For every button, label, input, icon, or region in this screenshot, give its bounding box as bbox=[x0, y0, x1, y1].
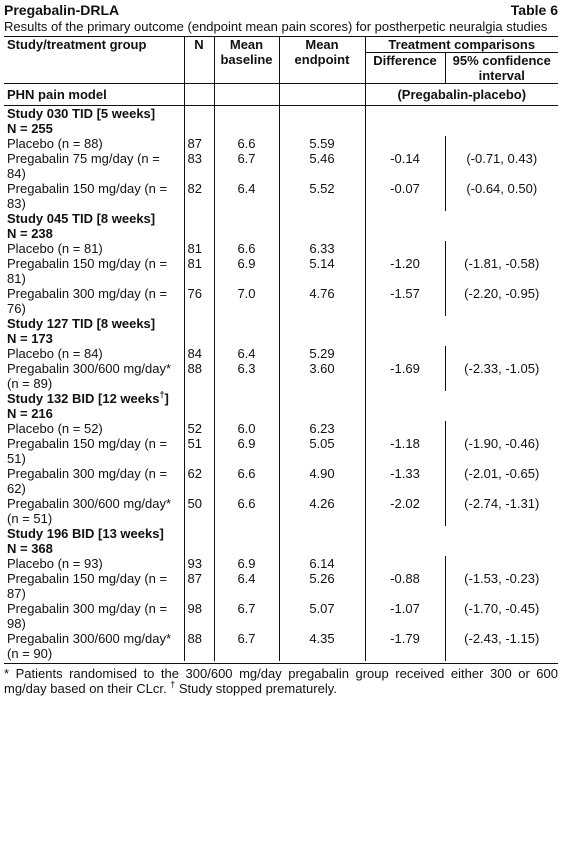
cell-n: 88 bbox=[184, 631, 214, 661]
table-label: Table 6 bbox=[510, 2, 558, 18]
cell-group: Pregabalin 150 mg/day (n = 51) bbox=[4, 436, 184, 466]
study-n: N = 238 bbox=[7, 226, 53, 241]
cell-endpoint: 6.14 bbox=[279, 556, 365, 571]
cell-n: 88 bbox=[184, 361, 214, 391]
cell-baseline: 6.7 bbox=[214, 601, 279, 631]
section-row bbox=[4, 84, 558, 106]
cell-difference: -0.14 bbox=[365, 151, 445, 181]
cell-ci: (-1.90, -0.46) bbox=[464, 436, 540, 451]
cell-endpoint: 5.07 bbox=[279, 601, 365, 631]
cell-difference: -2.02 bbox=[365, 496, 445, 526]
study-title bbox=[4, 106, 184, 137]
table-row bbox=[4, 346, 558, 361]
footnote-dagger: Study stopped prematurely. bbox=[175, 681, 337, 696]
cell-difference: -0.07 bbox=[365, 181, 445, 211]
cell-endpoint: 4.35 bbox=[279, 631, 365, 661]
cell-ci bbox=[445, 136, 558, 151]
cell-baseline: 6.9 bbox=[214, 256, 279, 286]
study-n: N = 173 bbox=[7, 331, 53, 346]
cell-difference: -1.69 bbox=[365, 361, 445, 391]
col-header-endpoint: Mean endpoint bbox=[279, 37, 365, 84]
cell-baseline: 6.7 bbox=[214, 631, 279, 661]
cell-n: 87 bbox=[184, 571, 214, 601]
cell-baseline: 6.6 bbox=[214, 241, 279, 256]
table-head bbox=[4, 37, 558, 84]
cell-baseline: 6.6 bbox=[214, 136, 279, 151]
study-title-end: ] bbox=[164, 391, 169, 406]
col-header-baseline: Mean baseline bbox=[214, 37, 279, 84]
study-title-text: Study 045 TID [8 weeks] bbox=[7, 211, 156, 226]
cell-group: Pregabalin 300 mg/day (n = 98) bbox=[4, 601, 184, 631]
cell-difference: -1.79 bbox=[365, 631, 445, 661]
cell-baseline: 6.0 bbox=[214, 421, 279, 436]
cell-baseline: 6.4 bbox=[214, 346, 279, 361]
document-title: Pregabalin-DRLA bbox=[4, 2, 120, 18]
cell-n: 83 bbox=[184, 151, 214, 181]
cell-endpoint: 6.33 bbox=[279, 241, 365, 256]
cell-n: 62 bbox=[184, 466, 214, 496]
cell-endpoint: 3.60 bbox=[279, 361, 365, 391]
cell-group: Pregabalin 150 mg/day (n = 81) bbox=[4, 256, 184, 286]
study-title bbox=[4, 316, 184, 346]
table-row bbox=[4, 136, 558, 151]
study-title bbox=[4, 211, 184, 241]
table-row bbox=[4, 181, 558, 211]
table-row bbox=[4, 571, 558, 601]
section-comparison: (Pregabalin-placebo) bbox=[365, 84, 558, 106]
cell-baseline: 6.6 bbox=[214, 466, 279, 496]
study-header-row bbox=[4, 106, 558, 137]
study-title-text: Study 196 BID [13 weeks] bbox=[7, 526, 164, 541]
study-header-row bbox=[4, 391, 558, 421]
cell-group: Pregabalin 300 mg/day (n = 76) bbox=[4, 286, 184, 316]
footnote-star: * Patients randomised to the 300/600 mg/day pregabalin group received either 300 or 600 mg/day based on their CLcr. bbox=[4, 666, 558, 696]
cell-difference: -1.33 bbox=[365, 466, 445, 496]
cell-group: Placebo (n = 88) bbox=[4, 136, 184, 151]
study-n: N = 255 bbox=[7, 121, 53, 136]
col-header-difference: Difference bbox=[365, 53, 445, 84]
cell-group: Pregabalin 150 mg/day (n = 87) bbox=[4, 571, 184, 601]
cell-ci: (-2.43, -1.15) bbox=[464, 631, 540, 646]
cell-difference bbox=[365, 346, 445, 361]
cell-difference: -1.57 bbox=[365, 286, 445, 316]
cell-endpoint: 5.05 bbox=[279, 436, 365, 466]
cell-ci bbox=[445, 556, 558, 571]
cell-group: Pregabalin 300/600 mg/day* (n = 89) bbox=[4, 361, 184, 391]
cell-difference bbox=[365, 421, 445, 436]
cell-ci bbox=[445, 346, 558, 361]
cell-n: 51 bbox=[184, 436, 214, 466]
cell-group: Placebo (n = 84) bbox=[4, 346, 184, 361]
study-n: N = 368 bbox=[7, 541, 53, 556]
cell-group: Pregabalin 300 mg/day (n = 62) bbox=[4, 466, 184, 496]
cell-difference: -1.07 bbox=[365, 601, 445, 631]
cell-group: Pregabalin 150 mg/day (n = 83) bbox=[4, 181, 184, 211]
table-row bbox=[4, 151, 558, 181]
cell-baseline: 6.4 bbox=[214, 571, 279, 601]
cell-group: Placebo (n = 81) bbox=[4, 241, 184, 256]
cell-n: 81 bbox=[184, 256, 214, 286]
cell-ci: (-2.74, -1.31) bbox=[464, 496, 540, 511]
study-title-text: Study 030 TID [5 weeks] bbox=[7, 106, 156, 121]
table-body bbox=[4, 84, 558, 662]
study-title bbox=[4, 391, 184, 421]
cell-endpoint: 6.23 bbox=[279, 421, 365, 436]
cell-baseline: 6.9 bbox=[214, 556, 279, 571]
cell-baseline: 6.3 bbox=[214, 361, 279, 391]
table-row bbox=[4, 496, 558, 526]
cell-baseline: 6.4 bbox=[214, 181, 279, 211]
table-row bbox=[4, 421, 558, 436]
cell-n: 82 bbox=[184, 181, 214, 211]
table-row bbox=[4, 286, 558, 316]
cell-endpoint: 4.90 bbox=[279, 466, 365, 496]
cell-group: Pregabalin 75 mg/day (n = 84) bbox=[4, 151, 184, 181]
cell-ci: (-1.70, -0.45) bbox=[464, 601, 540, 616]
study-header-row bbox=[4, 316, 558, 346]
table-row bbox=[4, 631, 558, 661]
study-n: N = 216 bbox=[7, 406, 53, 421]
table-row bbox=[4, 256, 558, 286]
cell-n: 84 bbox=[184, 346, 214, 361]
col-header-group: Study/treatment group bbox=[4, 37, 184, 84]
cell-ci: (-2.20, -0.95) bbox=[464, 286, 540, 301]
cell-ci: (-2.01, -0.65) bbox=[464, 466, 540, 481]
cell-ci: (-1.53, -0.23) bbox=[464, 571, 540, 586]
table-row bbox=[4, 436, 558, 466]
cell-n: 52 bbox=[184, 421, 214, 436]
cell-difference: -0.88 bbox=[365, 571, 445, 601]
table-row bbox=[4, 361, 558, 391]
study-header-row bbox=[4, 211, 558, 241]
cell-endpoint: 5.46 bbox=[279, 151, 365, 181]
cell-difference: -1.20 bbox=[365, 256, 445, 286]
cell-difference bbox=[365, 136, 445, 151]
table-row bbox=[4, 601, 558, 631]
cell-difference bbox=[365, 241, 445, 256]
study-header-row bbox=[4, 526, 558, 556]
table-caption: Results of the primary outcome (endpoint mean pain scores) for postherpetic neuralgia studies bbox=[4, 19, 548, 34]
cell-ci: (-1.81, -0.58) bbox=[464, 256, 540, 271]
cell-endpoint: 5.52 bbox=[279, 181, 365, 211]
cell-group: Pregabalin 300/600 mg/day* (n = 90) bbox=[4, 631, 184, 661]
cell-group: Pregabalin 300/600 mg/day* (n = 51) bbox=[4, 496, 184, 526]
footnote-dagger-mark: † bbox=[170, 679, 176, 690]
table-row bbox=[4, 241, 558, 256]
study-title bbox=[4, 526, 184, 556]
col-header-ci: 95% confidence interval bbox=[445, 53, 558, 84]
cell-n: 87 bbox=[184, 136, 214, 151]
cell-endpoint: 4.76 bbox=[279, 286, 365, 316]
cell-n: 76 bbox=[184, 286, 214, 316]
cell-endpoint: 5.29 bbox=[279, 346, 365, 361]
results-table bbox=[4, 36, 558, 661]
cell-baseline: 6.9 bbox=[214, 436, 279, 466]
cell-baseline: 6.7 bbox=[214, 151, 279, 181]
cell-endpoint: 5.14 bbox=[279, 256, 365, 286]
cell-ci: (-0.71, 0.43) bbox=[466, 151, 538, 166]
col-header-n: N bbox=[184, 37, 214, 84]
cell-baseline: 6.6 bbox=[214, 496, 279, 526]
section-label: PHN pain model bbox=[4, 84, 184, 106]
table-row bbox=[4, 466, 558, 496]
study-title-text: Study 132 BID [12 weeks bbox=[7, 391, 160, 406]
cell-endpoint: 5.59 bbox=[279, 136, 365, 151]
table-row bbox=[4, 556, 558, 571]
cell-ci: (-2.33, -1.05) bbox=[464, 361, 540, 376]
col-header-comparisons: Treatment comparisons bbox=[365, 37, 558, 53]
cell-endpoint: 5.26 bbox=[279, 571, 365, 601]
cell-ci bbox=[445, 421, 558, 436]
cell-group: Placebo (n = 52) bbox=[4, 421, 184, 436]
cell-difference: -1.18 bbox=[365, 436, 445, 466]
cell-n: 50 bbox=[184, 496, 214, 526]
cell-n: 81 bbox=[184, 241, 214, 256]
cell-baseline: 7.0 bbox=[214, 286, 279, 316]
cell-difference bbox=[365, 556, 445, 571]
study-title-dagger: † bbox=[159, 389, 165, 400]
cell-endpoint: 4.26 bbox=[279, 496, 365, 526]
cell-n: 98 bbox=[184, 601, 214, 631]
table-header bbox=[4, 2, 558, 18]
table-footnote bbox=[4, 663, 558, 696]
study-title-text: Study 127 TID [8 weeks] bbox=[7, 316, 156, 331]
cell-ci: (-0.64, 0.50) bbox=[466, 181, 538, 196]
cell-n: 93 bbox=[184, 556, 214, 571]
cell-group: Placebo (n = 93) bbox=[4, 556, 184, 571]
cell-ci bbox=[445, 241, 558, 256]
